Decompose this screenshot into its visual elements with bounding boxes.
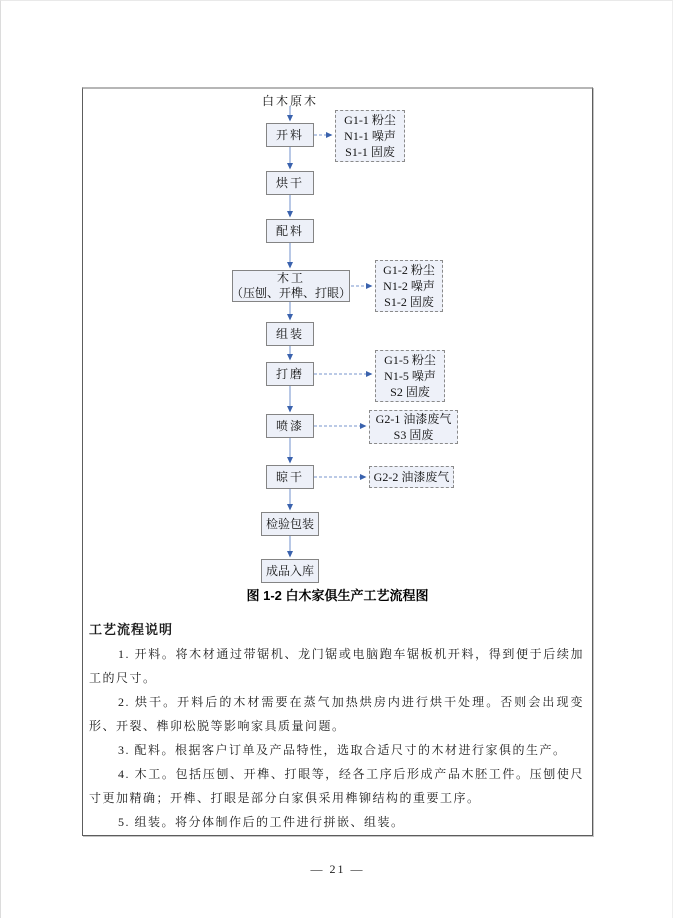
emission-box-woodworking xyxy=(375,260,443,312)
flow-node-sanding: 打磨 xyxy=(266,362,314,386)
flow-arrows xyxy=(83,89,592,583)
flow-node-woodworking-sublabel: （压刨、开榫、打眼） xyxy=(231,286,352,300)
emission-line: S2 固废 xyxy=(390,385,430,399)
description-paragraph-1: 1. 开料。将木材通过带锯机、龙门锯或电脑跑车锯板机开料，得到便于后续加工的尺寸。 xyxy=(89,647,584,685)
emission-line: N1-2 噪声 xyxy=(383,279,435,293)
emission-line: G2-1 油漆废气 xyxy=(375,412,452,426)
emission-line: S3 固废 xyxy=(393,428,434,442)
production-flowchart xyxy=(83,89,592,583)
process-description xyxy=(83,618,592,834)
flow-node-batching: 配料 xyxy=(266,219,314,243)
emission-box-painting xyxy=(369,410,458,444)
emission-line: S1-1 固废 xyxy=(345,145,395,159)
content-border-frame xyxy=(82,87,593,836)
emission-box-cutting xyxy=(335,110,405,162)
emission-line: N1-5 噪声 xyxy=(384,369,436,383)
description-paragraph-5: 5. 组装。将分体制作后的工件进行拼嵌、组装。 xyxy=(118,815,405,829)
flow-start-raw-log: 白木原木 xyxy=(262,94,319,108)
flow-node-assembly: 组装 xyxy=(266,322,314,346)
flow-node-cutting: 开料 xyxy=(266,123,314,147)
flow-node-spray-painting: 喷漆 xyxy=(266,414,314,438)
emission-line: G1-2 粉尘 xyxy=(383,263,435,277)
flow-node-inspection-packaging: 检验包装 xyxy=(261,512,319,536)
flow-node-air-drying: 晾干 xyxy=(266,465,314,489)
flow-node-kiln-drying: 烘干 xyxy=(266,171,314,195)
emission-line: G1-1 粉尘 xyxy=(344,113,396,127)
page-number: — 21 — xyxy=(310,862,365,876)
flow-node-warehousing: 成品入库 xyxy=(261,559,319,583)
emission-line: G2-2 油漆废气 xyxy=(373,470,450,484)
description-paragraph-4: 4. 木工。包括压刨、开榫、打眼等，经各工序后形成产品木胚工件。压刨使尺寸更加精确；开榫、打眼是部分白家俱采用榫铆结构的重要工序。 xyxy=(89,767,584,805)
flow-node-woodworking xyxy=(232,270,350,302)
emission-line: S1-2 固废 xyxy=(384,295,434,309)
emission-line: N1-1 噪声 xyxy=(344,129,396,143)
description-paragraph-2: 2. 烘干。开料后的木材需要在蒸气加热烘房内进行烘干处理。否则会出现变形、开裂、榫卯松脱等影响家具质量问题。 xyxy=(89,695,584,733)
emission-box-air-drying xyxy=(369,466,454,488)
section-heading: 工艺流程说明 xyxy=(89,622,174,637)
flow-node-woodworking-label: 木工 xyxy=(276,271,305,285)
dashed-emission-arrows xyxy=(314,135,371,477)
figure-caption: 图 1-2 白木家俱生产工艺流程图 xyxy=(246,588,429,603)
emission-line: G1-5 粉尘 xyxy=(384,353,436,367)
description-paragraph-3: 3. 配料。根据客户订单及产品特性，选取合适尺寸的木材进行家俱的生产。 xyxy=(118,743,567,757)
emission-box-sanding xyxy=(375,350,445,402)
